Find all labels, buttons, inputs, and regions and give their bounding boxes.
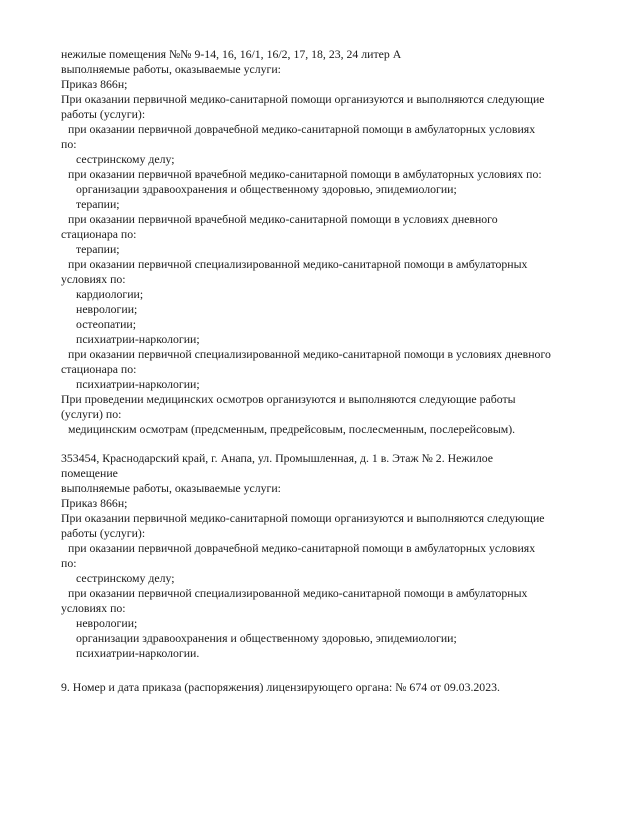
text-line: психиатрии-наркологии; [76, 377, 200, 391]
text-line: при оказании первичной врачебной медико-санитарной помощи в условиях дневного [68, 212, 498, 226]
text-line: по: [61, 137, 77, 151]
text-line: 353454, Краснодарский край, г. Анапа, ул. Промышленная, д. 1 в. Этаж № 2. Нежилое [61, 451, 493, 465]
text-line: терапии; [76, 242, 120, 256]
document-content [61, 47, 596, 695]
text-line: организации здравоохранения и общественному здоровью, эпидемиологии; [76, 631, 457, 645]
text-line: остеопатии; [76, 317, 137, 331]
text-line: при оказании первичной специализированной медико-санитарной помощи в амбулаторных [68, 586, 528, 600]
text-line: Приказ 866н; [61, 77, 128, 91]
text-line: условиях по: [61, 601, 126, 615]
text-line: кардиологии; [76, 287, 144, 301]
text-line: При оказании первичной медико-санитарной помощи организуются и выполняются следующие [61, 511, 545, 525]
order-number-block [61, 680, 596, 695]
address-works-block-2 [61, 451, 596, 661]
text-line: условиях по: [61, 272, 126, 286]
text-line: (услуги) по: [61, 407, 122, 421]
text-line: выполняемые работы, оказываемые услуги: [61, 62, 281, 76]
text-line: При оказании первичной медико-санитарной помощи организуются и выполняются следующие [61, 92, 545, 106]
text-line: психиатрии-наркологии; [76, 332, 200, 346]
text-line: при оказании первичной доврачебной медико-санитарной помощи в амбулаторных условиях [68, 122, 536, 136]
text-line: При проведении медицинских осмотров организуются и выполняются следующие работы [61, 392, 516, 406]
text-line: сестринскому делу; [76, 571, 175, 585]
text-line: стационара по: [61, 362, 137, 376]
text-line: 9. Номер и дата приказа (распоряжения) лицензирующего органа: № 674 от 09.03.2023. [61, 680, 500, 694]
text-line: выполняемые работы, оказываемые услуги: [61, 481, 281, 495]
text-line: терапии; [76, 197, 120, 211]
text-line: работы (услуги): [61, 107, 146, 121]
text-line: неврологии; [76, 616, 138, 630]
text-line: по: [61, 556, 77, 570]
text-line: работы (услуги): [61, 526, 146, 540]
text-line: медицинским осмотрам (предсменным, предрейсовым, послесменным, послерейсовым). [68, 422, 516, 436]
text-line: организации здравоохранения и общественному здоровью, эпидемиологии; [76, 182, 457, 196]
text-line: при оказании первичной доврачебной медико-санитарной помощи в амбулаторных условиях [68, 541, 536, 555]
text-line: Приказ 866н; [61, 496, 128, 510]
text-line: помещение [61, 466, 118, 480]
text-line: при оказании первичной специализированной медико-санитарной помощи в условиях дневного [68, 347, 551, 361]
text-line: при оказании первичной специализированной медико-санитарной помощи в амбулаторных [68, 257, 528, 271]
text-line: психиатрии-наркологии. [76, 646, 200, 660]
license-works-block-1 [61, 47, 596, 437]
text-line: сестринскому делу; [76, 152, 175, 166]
text-line: нежилые помещения №№ 9-14, 16, 16/1, 16/2, 17, 18, 23, 24 литер А [61, 47, 402, 61]
text-line: неврологии; [76, 302, 138, 316]
text-line: при оказании первичной врачебной медико-санитарной помощи в амбулаторных условиях по: [68, 167, 542, 181]
text-line: стационара по: [61, 227, 137, 241]
